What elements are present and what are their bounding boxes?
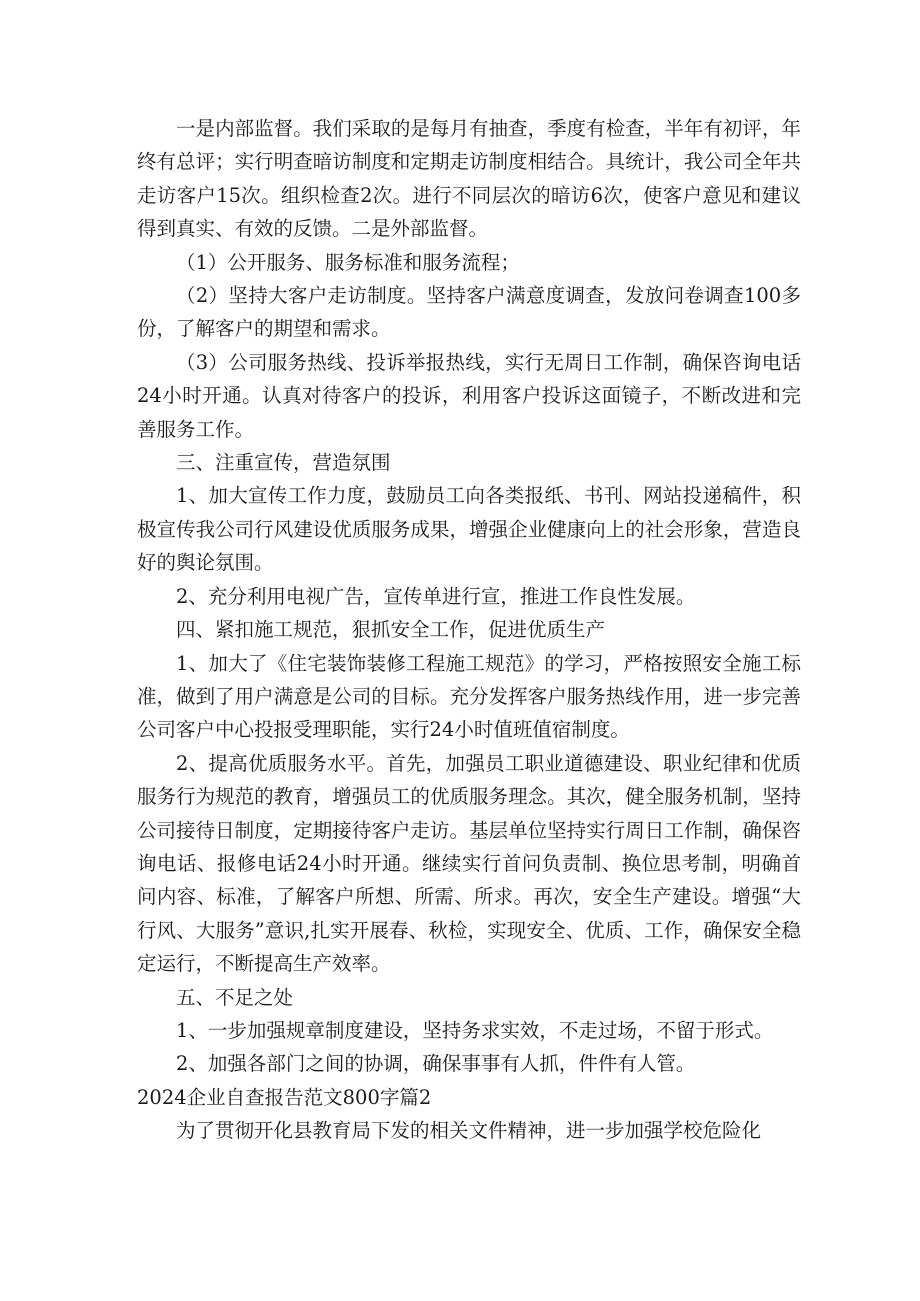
paragraph-shortcoming-2: 2、加强各部门之间的协调，确保事事有人抓，件件有人管。 xyxy=(176,1052,696,1076)
paragraph-item-1-public-service: （1）公开服务、服务标准和服务流程； xyxy=(176,250,520,274)
paragraph-shortcoming-1: 1、一步加强规章制度建设，坚持务求实效，不走过场，不留于形式。 xyxy=(176,1018,774,1042)
paragraph-internal-supervision: 一是内部监督。我们采取的是每月有抽查，季度有检查，半年有初评，年终有总评；实行明查暗访制度和定期走访制度相结合。具统计，我公司全年共走访客户15次。组织检查2次。进行不同层次的暗访6次，使客户意见和建议得到真实、有效的反馈。二是外部监督。 xyxy=(137,117,801,241)
section-heading-shortcomings: 五、不足之处 xyxy=(176,985,294,1009)
paragraph-item-2-client-visits: （2）坚持大客户走访制度。坚持客户满意度调查，发放问卷调查100多份，了解客户的期望和需求。 xyxy=(137,284,801,341)
section-heading-construction-safety: 四、紧扣施工规范，狠抓安全工作，促进优质生产 xyxy=(176,618,606,642)
paragraph-publicity-1: 1、加大宣传工作力度，鼓励员工向各类报纸、书刊、网站投递稿件，积极宣传我公司行风建设优质服务成果，增强企业健康向上的社会形象，营造良好的舆论氛围。 xyxy=(137,484,801,575)
paragraph-safety-2: 2、提高优质服务水平。首先，加强员工职业道德建设、职业纪律和优质服务行为规范的教育，增强员工的优质服务理念。其次，健全服务机制，坚持公司接待日制度，定期接待客户走访。基层单位坚持实行周日工作制，确保咨询电话、报修电话24小时开通。继续实行首问负责制、换位思考制，明确首问内容、标准，了解客户所想、所需、所求。再次，安全生产建设。增强“大行风、大服务”意识,扎实开展春、秋检，实现安全、优质、工作，确保安全稳定运行，不断提高生产效率。 xyxy=(137,751,801,976)
paragraph-safety-1: 1、加大了《住宅装饰装修工程施工规范》的学习，严格按照安全施工标准，做到了用户满意是公司的目标。充分发挥客户服务热线作用，进一步完善公司客户中心投报受理职能，实行24小时值班值宿制度。 xyxy=(137,651,801,742)
document-body xyxy=(137,112,801,1148)
section-heading-publicity: 三、注重宣传，营造氛围 xyxy=(176,451,391,475)
paragraph-item-3-hotline: （3）公司服务热线、投诉举报热线，实行无周日工作制，确保咨询电话24小时开通。认真对待客户的投诉，利用客户投诉这面镜子，不断改进和完善服务工作。 xyxy=(137,350,801,441)
paragraph-publicity-2: 2、充分利用电视广告，宣传单进行宣，推进工作良性发展。 xyxy=(176,584,696,608)
paragraph-part-2-intro: 为了贯彻开化县教育局下发的相关文件精神，进一步加强学校危险化 xyxy=(176,1119,762,1143)
article-title-part-2: 2024企业自查报告范文800字篇2 xyxy=(137,1085,432,1109)
